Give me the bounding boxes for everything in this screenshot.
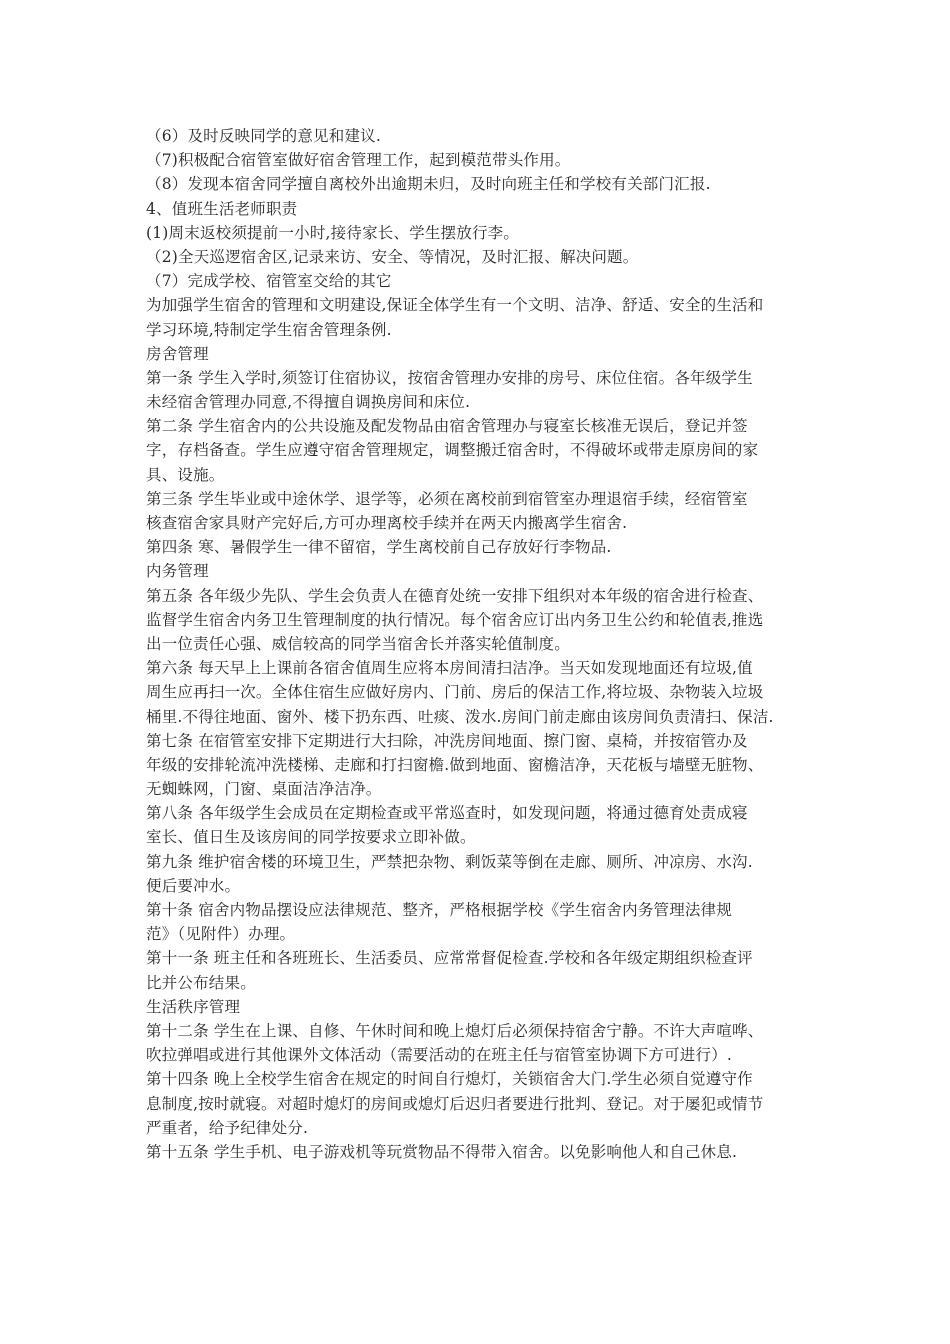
text-line: 吹拉弹唱或进行其他课外文体活动（需要活动的在班主任与宿管室协调下方可进行）. (146, 1046, 733, 1065)
text-line: 便后要冲水。 (146, 876, 241, 895)
text-line: (1)周末返校须提前一小时,接待家长、学生摆放行李。 (146, 223, 520, 242)
text-line: 第五条 各年级少先队、学生会负责人在德育处统一安排下组织对本年级的宿舍进行检查、 (146, 586, 764, 605)
text-line: 出一位责任心强、威信较高的同学当宿舍长并落实轮值制度。 (146, 634, 570, 653)
text-line: 第十五条 学生手机、电子游戏机等玩赏物品不得带入宿舍。以免影响他人和自己休息. (146, 1142, 738, 1161)
section-heading: 房舍管理 (146, 344, 209, 363)
text-line: （8）发现本宿舍同学擅自离校外出逾期未归，及时向班主任和学校有关部门汇报. (146, 175, 711, 194)
text-line: （7）完成学校、宿管室交给的其它 (146, 272, 392, 291)
text-line: 第十二条 学生在上课、自修、午休时间和晚上熄灯后必须保持宿舍宁静。不许大声喧哗、 (146, 1021, 764, 1040)
text-line: 第一条 学生入学时,须签订住宿协议，按宿舍管理办安排的房号、床位住宿。各年级学生 (146, 368, 753, 387)
text-line: 室长、值日生及该房间的同学按要求立即补做。 (146, 828, 476, 847)
text-line: 第四条 寒、暑假学生一律不留宿，学生离校前自己存放好行李物品. (146, 538, 612, 557)
text-line: 具、设施。 (146, 465, 225, 484)
text-line: 学习环境,特制定学生宿舍管理条例. (146, 320, 392, 339)
text-line: 范》（见附件）办理。 (146, 925, 296, 944)
text-line: 第三条 学生毕业或中途休学、退学等，必须在离校前到宿管室办理退宿手续，经宿管室 (146, 489, 748, 508)
text-line: 第二条 学生宿舍内的公共设施及配发物品由宿舍管理办与寝室长核准无误后，登记并签 (146, 417, 748, 436)
text-line: 周生应再扫一次。全体住宿生应做好房内、门前、房后的保洁工作,将垃圾、杂物装入垃圾 (146, 683, 764, 702)
text-line: 息制度,按时就寝。对超时熄灯的房间或熄灯后迟归者要进行批判、登记。对于屡犯或情节 (146, 1094, 764, 1113)
text-line: 无蜘蛛网，门窗、桌面洁净洁净。 (146, 780, 382, 799)
text-line: 第七条 在宿管室安排下定期进行大扫除，冲洗房间地面、擦门窗、桌椅，并按宿管办及 (146, 731, 748, 750)
text-line: 第十四条 晚上全校学生宿舍在规定的时间自行熄灯，关锁宿舍大门.学生必须自觉遵守作 (146, 1070, 753, 1089)
text-line: 监督学生宿舍内务卫生管理制度的执行情况。每个宿舍应订出内务卫生公约和轮值表,推选 (146, 610, 764, 629)
section-heading: 生活秩序管理 (146, 997, 241, 1016)
text-line: 为加强学生宿舍的管理和文明建设,保证全体学生有一个文明、洁净、舒适、安全的生活和 (146, 296, 764, 315)
text-line: 未经宿舍管理办同意,不得擅自调换房间和床位. (146, 393, 471, 412)
text-line: （7)积极配合宿管室做好宿舍管理工作，起到模范带头作用。 (146, 151, 571, 170)
text-line: 第十一条 班主任和各班班长、生活委员、应常常督促检查.学校和各年级定期组织检查评 (146, 949, 753, 968)
text-line: 第六条 每天早上上课前各宿舍值周生应将本房间清扫洁净。当天如发现地面还有垃圾,值 (146, 659, 753, 678)
text-line: 年级的安排轮流冲洗楼梯、走廊和打扫窗檐.做到地面、窗檐洁净，天花板与墙壁无脏物、 (146, 755, 764, 774)
text-line: （2)全天巡逻宿舍区,记录来访、安全、等情况，及时汇报、解决问题。 (146, 247, 639, 266)
text-line: 严重者，给予纪律处分. (146, 1118, 309, 1137)
section-heading: 内务管理 (146, 562, 209, 581)
text-line: 字，存档备查。学生应遵守宿舍管理规定，调整搬迁宿舍时，不得破坏或带走原房间的家 (146, 441, 759, 460)
text-line: 第九条 维护宿舍楼的环境卫生，严禁把杂物、剩饭菜等倒在走廊、厕所、冲凉房、水沟. (146, 852, 753, 871)
text-line: 桶里.不得往地面、窗外、楼下扔东西、吐痰、泼水.房间门前走廊由该房间负责清扫、保洁. (146, 707, 774, 726)
text-line: 第十条 宿舍内物品摆设应法律规范、整齐，严格根据学校《学生宿舍内务管理法律规 (146, 901, 733, 919)
text-line: 第八条 各年级学生会成员在定期检查或平常巡查时，如发现问题，将通过德育处责成寝 (146, 804, 748, 823)
section-heading: 4、值班生活老师职责 (146, 199, 298, 218)
text-line: 比并公布结果。 (146, 973, 256, 992)
document-body (146, 124, 822, 1164)
text-line: （6）及时反映同学的意见和建议. (146, 127, 381, 145)
text-line: 核查宿舍家具财产完好后,方可办理离校手续并在两天内搬离学生宿舍. (146, 514, 628, 532)
